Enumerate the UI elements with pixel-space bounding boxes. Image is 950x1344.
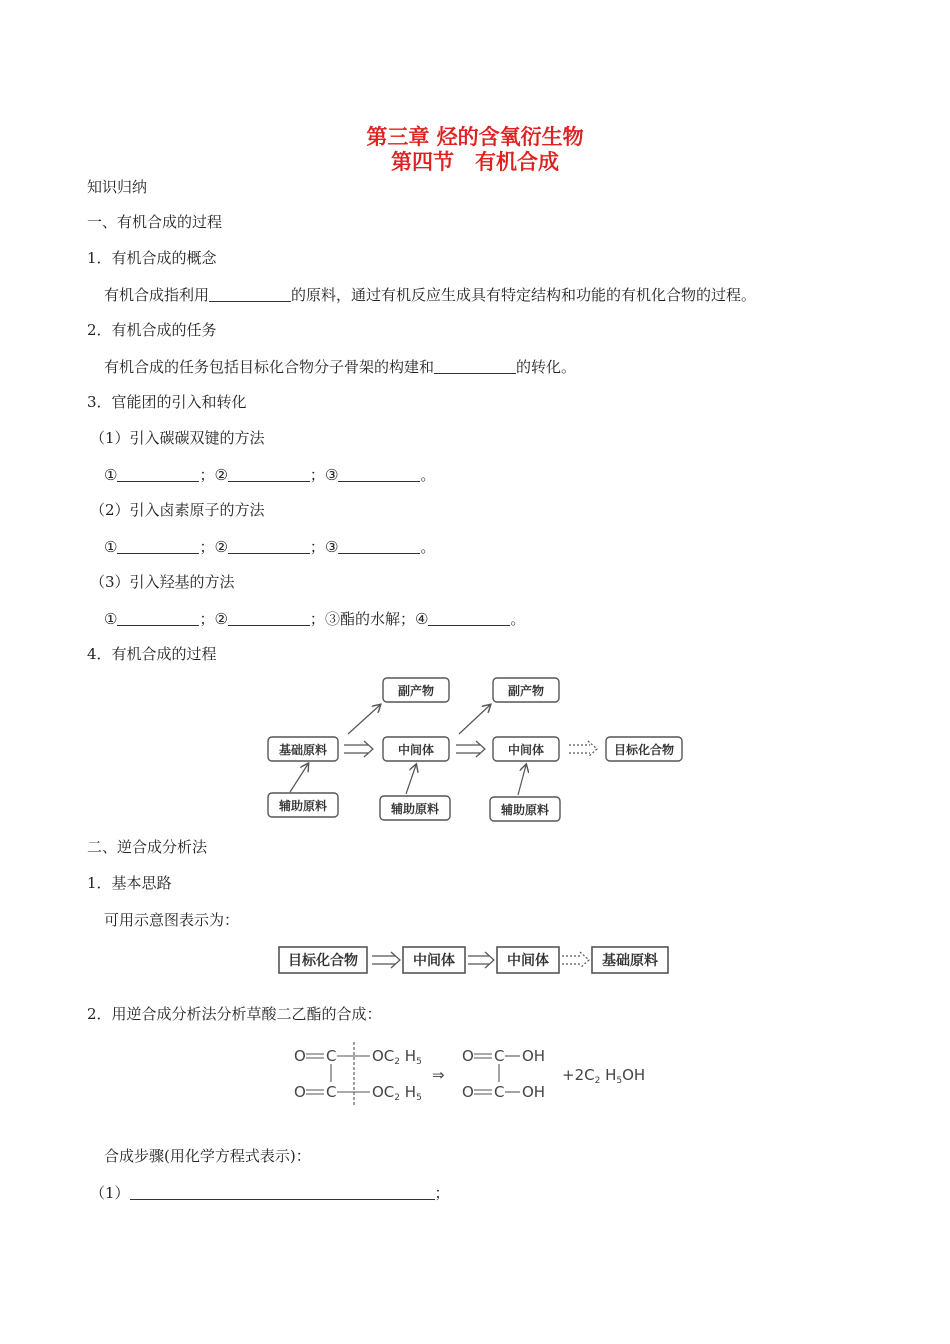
q2-heading: （2）引入卤素原子的方法 — [90, 501, 265, 519]
arrow-up-icon — [406, 765, 416, 794]
knowledge-heading: 知识归纳 — [87, 178, 148, 196]
hydroxyl-group: OH — [522, 1047, 546, 1065]
period: 。 — [420, 466, 436, 484]
target-compound-label: 目标化合物 — [288, 953, 358, 969]
p2s1-description: 可用示意图表示为： — [104, 911, 240, 929]
aux-material-label: 辅助原料 — [278, 799, 328, 813]
fill-blank[interactable] — [117, 611, 199, 626]
synthesis-process-diagram — [260, 672, 690, 824]
fill-blank[interactable] — [338, 467, 420, 482]
q1-answers — [104, 467, 435, 483]
aux-material-label: 辅助原料 — [390, 802, 440, 816]
arrow-up-icon — [459, 705, 490, 734]
intermediate-label: 中间体 — [507, 953, 549, 969]
part2-heading: 二、逆合成分析法 — [87, 838, 208, 856]
marker-3: ③ — [324, 466, 339, 484]
hydroxyl-group: OH — [522, 1083, 546, 1101]
part1-heading: 一、有机合成的过程 — [87, 213, 223, 231]
s2-heading: 2．有机合成的任务 — [87, 321, 217, 339]
double-arrow-icon — [344, 741, 373, 757]
dashed-double-arrow-icon — [569, 741, 597, 757]
marker-4: ④ — [414, 610, 429, 628]
carbon-atom: C — [494, 1083, 505, 1101]
oxygen-atom: O — [294, 1047, 306, 1065]
separator: ； — [309, 466, 325, 484]
s1-text-pre: 有机合成指利用 — [104, 286, 210, 304]
ethanol-formula: $+2C_2$ $H_5OH$ — [562, 1066, 646, 1086]
carbon-atom: C — [326, 1083, 337, 1101]
fill-blank[interactable] — [338, 539, 420, 554]
q3-heading: （3）引入羟基的方法 — [90, 573, 235, 591]
fill-blank[interactable] — [228, 467, 310, 482]
period: 。 — [420, 538, 436, 556]
oxygen-atom: O — [462, 1083, 474, 1101]
fill-blank[interactable] — [117, 539, 199, 554]
s1-text-post: 的原料，通过有机反应生成具有特定结构和功能的有机化合物的过程。 — [291, 286, 757, 304]
intermediate-label: 中间体 — [397, 743, 435, 757]
oxalate-structure-diagram — [290, 1040, 670, 1108]
s1-sentence — [104, 287, 756, 303]
step1-line — [90, 1185, 450, 1201]
separator: ； — [199, 466, 215, 484]
base-material-label: 基础原料 — [602, 953, 658, 969]
fill-blank[interactable] — [228, 539, 310, 554]
separator: ； — [309, 610, 325, 628]
arrow-up-icon — [518, 765, 526, 795]
carbon-atom: C — [494, 1047, 505, 1065]
ethoxy-group: $OC_2$ $H_5$ — [372, 1083, 422, 1103]
section-title: 第四节 有机合成 — [391, 150, 559, 174]
fill-blank[interactable] — [434, 359, 516, 374]
oxygen-atom: O — [294, 1083, 306, 1101]
marker-1: ① — [104, 538, 118, 556]
intermediate-label: 中间体 — [507, 743, 545, 757]
step1-label: （1） — [90, 1184, 130, 1202]
chapter-title: 第三章 烃的含氧衍生物 — [366, 125, 584, 149]
fill-blank[interactable] — [130, 1185, 435, 1200]
separator: ； — [309, 538, 325, 556]
s2-sentence — [104, 359, 576, 375]
oxygen-atom: O — [462, 1047, 474, 1065]
marker-1: ① — [104, 610, 118, 628]
s2-text-post: 的转化。 — [516, 358, 577, 376]
separator: ； — [199, 538, 215, 556]
carbon-atom: C — [326, 1047, 337, 1065]
dashed-double-arrow-icon — [562, 952, 589, 968]
p2s1-heading: 1．基本思路 — [87, 874, 172, 892]
marker-2: ② — [214, 538, 228, 556]
separator: ； — [199, 610, 215, 628]
retro-arrow-icon: ⇒ — [432, 1066, 445, 1084]
marker-3: ③ — [324, 538, 339, 556]
ester-hydrolysis-text: ③酯的水解； — [324, 610, 415, 628]
arrow-up-icon — [290, 764, 308, 792]
s4-heading: 4．有机合成的过程 — [87, 645, 217, 663]
q1-heading: （1）引入碳碳双键的方法 — [90, 429, 265, 447]
aux-material-label: 辅助原料 — [500, 803, 550, 817]
separator: ； — [434, 1184, 450, 1202]
marker-2: ② — [214, 466, 228, 484]
steps-heading: 合成步骤(用化学方程式表示)： — [104, 1147, 311, 1165]
q3-answers — [104, 611, 525, 627]
arrow-up-icon — [348, 705, 380, 734]
byproduct-label: 副产物 — [507, 684, 545, 698]
q2-answers — [104, 539, 435, 555]
retrosynthesis-diagram — [276, 944, 672, 976]
double-arrow-icon — [468, 952, 494, 968]
s3-heading: 3．官能团的引入和转化 — [87, 393, 247, 411]
ethoxy-group: $OC_2$ $H_5$ — [372, 1047, 422, 1067]
fill-blank[interactable] — [428, 611, 510, 626]
marker-2: ② — [214, 610, 228, 628]
intermediate-label: 中间体 — [413, 953, 455, 969]
s2-text-pre: 有机合成的任务包括目标化合物分子骨架的构建和 — [104, 358, 435, 376]
fill-blank[interactable] — [209, 287, 291, 302]
p2s2-heading: 2．用逆合成分析法分析草酸二乙酯的合成： — [87, 1005, 382, 1023]
double-arrow-icon — [456, 741, 485, 757]
fill-blank[interactable] — [228, 611, 310, 626]
base-material-label: 基础原料 — [278, 743, 328, 757]
marker-1: ① — [104, 466, 118, 484]
target-compound-label: 目标化合物 — [613, 743, 675, 757]
s1-heading: 1．有机合成的概念 — [87, 249, 217, 267]
double-arrow-icon — [372, 952, 400, 968]
byproduct-label: 副产物 — [397, 684, 435, 698]
period: 。 — [510, 610, 526, 628]
fill-blank[interactable] — [117, 467, 199, 482]
